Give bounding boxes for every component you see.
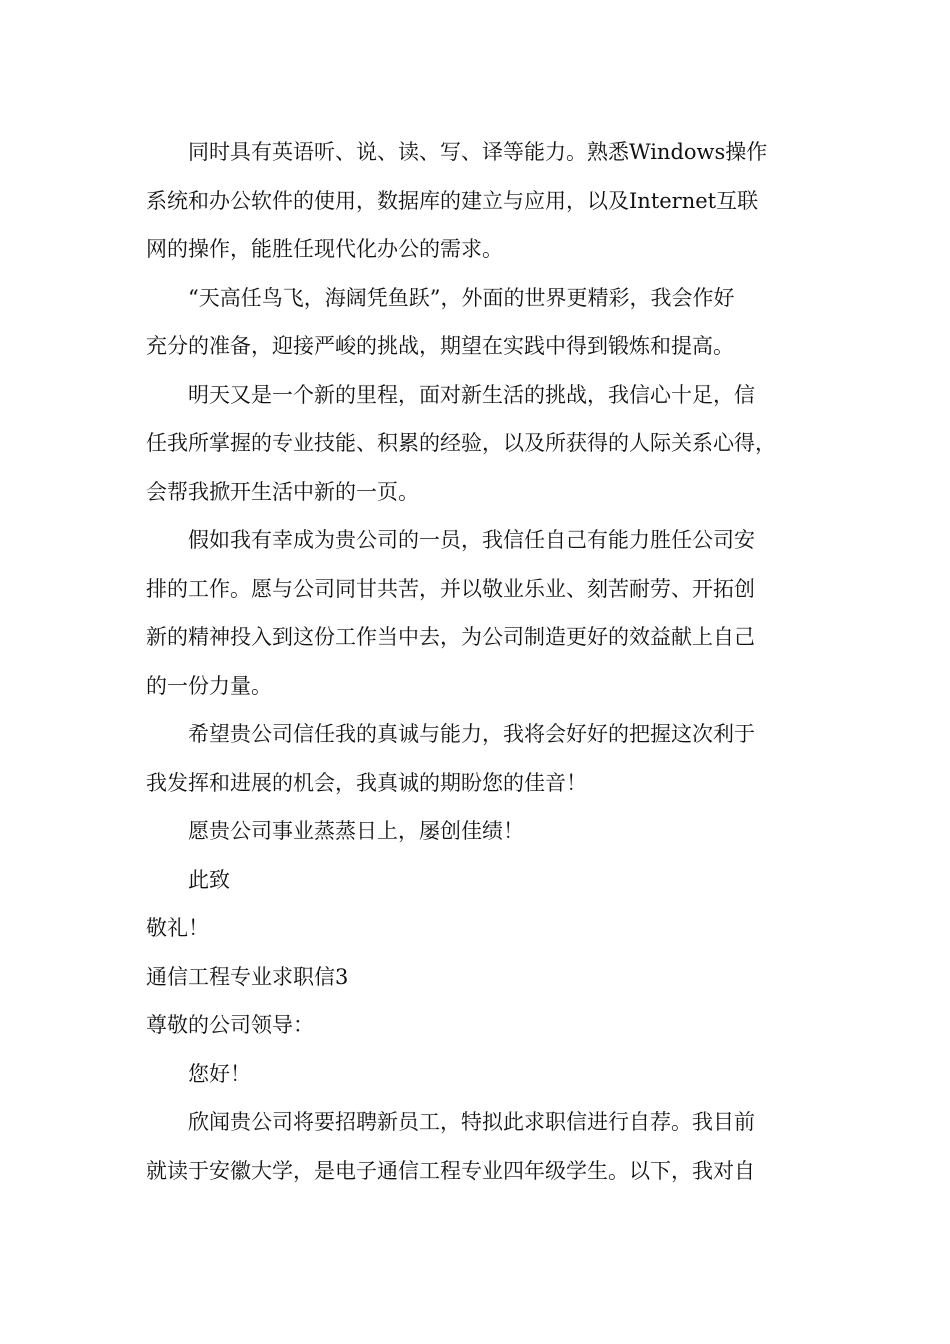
paragraph [146,371,811,517]
paragraph [146,856,811,905]
text-line: 愿贵公司事业蒸蒸日上，屡创佳绩！ [188,819,524,843]
text-line: 的一份力量。 [146,673,272,698]
text-line: 假如我有幸成为贵公司的一员，我信任自己有能力胜任公司安 [188,528,755,552]
text-line: 尊敬的公司领导： [146,1013,314,1037]
text-line: 排的工作。愿与公司同甘共苦，并以敬业乐业、刻苦耐劳、开拓创 [146,576,755,601]
text-line: 此致 [188,867,230,892]
text-line: 我发挥和进展的机会，我真诚的期盼您的佳音！ [146,770,587,795]
text-line: 充分的准备，迎接严峻的挑战，期望在实践中得到锻炼和提高。 [146,334,734,358]
paragraph [146,904,811,953]
document-body [146,128,811,1195]
text-line: 您好！ [188,1061,251,1086]
text-line: 新的精神投入到这份工作当中去，为公司制造更好的效益献上自己 [146,625,755,649]
text-line: 敬礼！ [146,916,209,940]
paragraph [146,710,811,807]
text-line: 通信工程专业求职信3 [146,964,349,989]
text-line: 系统和办公软件的使用，数据库的建立与应用，以及Internet互联 [146,188,759,213]
text-line: 会帮我掀开生活中新的一页。 [146,479,419,504]
paragraph [146,516,811,710]
paragraph [146,274,811,371]
text-line: 就读于安徽大学，是电子通信工程专业四年级学生。以下，我对自 [146,1158,755,1183]
paragraph [146,1050,811,1099]
paragraph [146,1001,811,1050]
paragraph [146,953,811,1002]
paragraph [146,807,811,856]
text-line: 欣闻贵公司将要招聘新员工，特拟此求职信进行自荐。我目前 [188,1110,755,1134]
text-line: 明天又是一个新的里程，面对新生活的挑战，我信心十足，信 [188,382,755,407]
text-line: 任我所掌握的专业技能、积累的经验，以及所获得的人际关系心得， [146,431,776,455]
paragraph [146,128,811,274]
text-line: 希望贵公司信任我的真诚与能力，我将会好好的把握这次利于 [188,722,755,746]
text-line: “天高任鸟飞，海阔凭鱼跃”，外面的世界更精彩，我会作好 [188,285,735,310]
paragraph [146,1098,811,1195]
text-line: 网的操作，能胜任现代化办公的需求。 [146,237,503,261]
text-line: 同时具有英语听、说、读、写、译等能力。熟悉Windows操作 [188,140,768,164]
